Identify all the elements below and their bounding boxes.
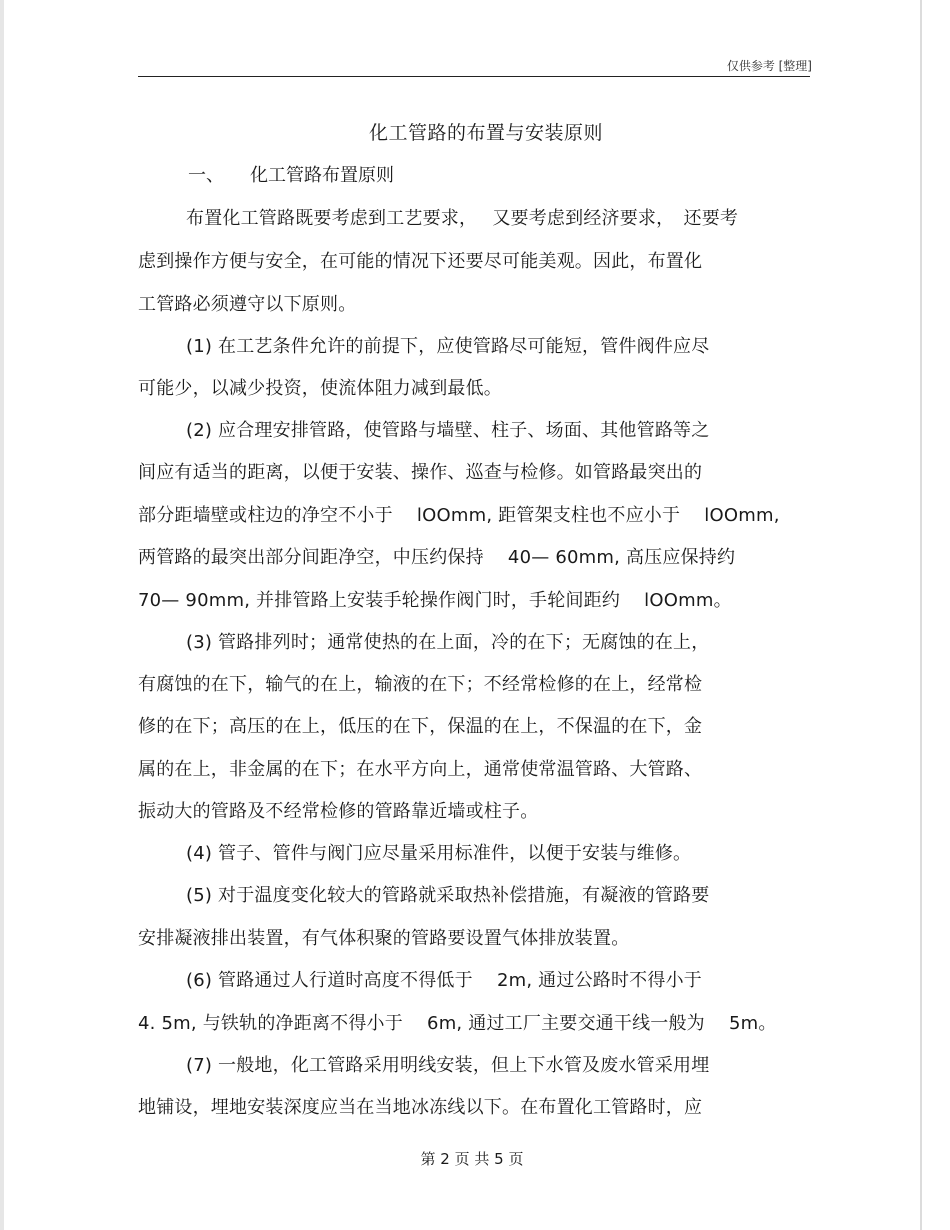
text-line: (1) 在工艺条件允许的前提下，应使管路尽可能短，管件阀件应尽	[186, 336, 710, 357]
text-line: (2) 应合理安排管路，使管路与墙壁、柱子、场面、其他管路等之	[186, 420, 710, 441]
text-line: (5) 对于温度变化较大的管路就采取热补偿措施，有凝液的管路要	[186, 885, 710, 906]
text-line: (4) 管子、管件与阀门应尽量采用标准件，以便于安装与维修。	[186, 843, 692, 864]
text-line: 间应有适当的距离，以便于安装、操作、巡查与检修。如管路最突出的	[138, 462, 703, 483]
text-line: (6) 管路通过人行道时高度不得低于 2m, 通过公路时不得小于	[186, 970, 702, 991]
page-number-footer: 第 2 页 共 5 页	[420, 1150, 524, 1168]
text-line: 可能少，以减少投资，使流体阻力减到最低。	[138, 378, 502, 399]
header-note: 仅供参考 [整理]	[726, 59, 812, 73]
text-line: 地铺设，埋地安装深度应当在当地冰冻线以下。在布置化工管路时，应	[138, 1097, 703, 1118]
text-line: 4. 5m, 与铁轨的净距离不得小于 6m, 通过工厂主要交通干线一般为 5m。	[138, 1013, 777, 1034]
text-line: 有腐蚀的在下，输气的在上，输液的在下；不经常检修的在上，经常检	[138, 674, 703, 695]
text-line: 安排凝液排出装置，有气体积聚的管路要设置气体排放装置。	[138, 928, 630, 949]
text-line: 工管路必须遵守以下原则。	[138, 294, 357, 315]
text-line: 70— 90mm, 并排管路上安装手轮操作阀门时，手轮间距约 lOOmm。	[138, 590, 732, 611]
text-line: 修的在下；高压的在上，低压的在下，保温的在上，不保温的在下，金	[138, 716, 703, 737]
text-line: (3) 管路排列时；通常使热的在上面，冷的在下；无腐蚀的在上，	[186, 632, 710, 653]
text-line: 布置化工管路既要考虑到工艺要求， 又要考虑到经济要求， 还要考	[186, 208, 739, 229]
text-line: 部分距墙壁或柱边的净空不小于 lOOmm, 距管架支柱也不应小于 lOOmm,	[138, 505, 780, 526]
text-line: 属的在上，非金属的在下；在水平方向上，通常使常温管路、大管路、	[138, 759, 703, 780]
page-title: 化工管路的布置与安装原则	[368, 122, 603, 144]
section-number: 一、	[188, 165, 224, 186]
header-rule	[138, 76, 810, 77]
page-left-edge	[0, 0, 4, 1230]
text-line: 振动大的管路及不经常检修的管路靠近墙或柱子。	[138, 801, 539, 822]
section-title: 化工管路布置原则	[250, 165, 394, 186]
text-line: (7) 一般地，化工管路采用明线安装，但上下水管及废水管采用埋	[186, 1055, 710, 1076]
page-right-edge	[920, 0, 922, 1230]
text-line: 虑到操作方便与安全，在可能的情况下还要尽可能美观。因此，布置化	[138, 251, 703, 272]
section-heading	[188, 161, 394, 187]
text-line: 两管路的最突出部分间距净空，中压约保持 40— 60mm, 高压应保持约	[138, 547, 736, 568]
